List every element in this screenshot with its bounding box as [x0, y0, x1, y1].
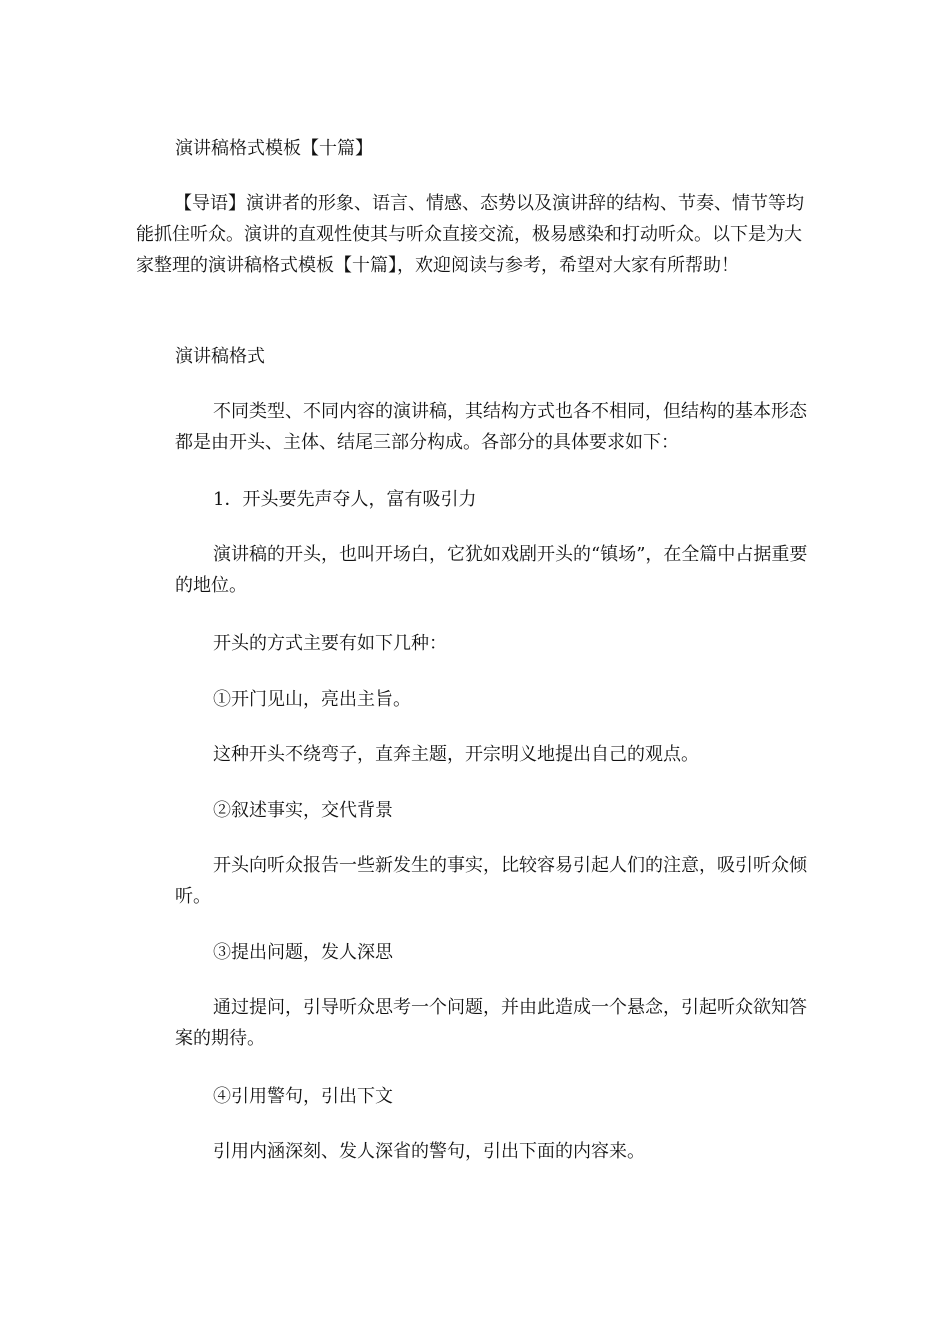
- paragraph-method-4-heading: ④引用警句，引出下文: [213, 1086, 393, 1107]
- paragraph-method-2-desc: 开头向听众报告一些新发生的事实，比较容易引起人们的注意，吸引听众倾听。: [175, 855, 807, 907]
- paragraph-method-4-desc: 引用内涵深刻、发人深省的警句，引出下面的内容来。: [213, 1141, 645, 1162]
- paragraph-method-2-heading: ②叙述事实，交代背景: [213, 800, 393, 821]
- section-heading: 演讲稿格式: [175, 346, 265, 367]
- paragraph-method-1-heading: ①开门见山，亮出主旨。: [213, 689, 411, 710]
- paragraph-method-3-desc: 通过提问，引导听众思考一个问题，并由此造成一个悬念，引起听众欲知答案的期待。: [175, 997, 807, 1049]
- paragraph-opening-desc: 演讲稿的开头，也叫开场白，它犹如戏剧开头的“镇场”，在全篇中占据重要的地位。: [175, 544, 808, 596]
- paragraph-structure: 不同类型、不同内容的演讲稿，其结构方式也各不相同，但结构的基本形态都是由开头、主体、结尾三部分构成。各部分的具体要求如下：: [175, 401, 807, 453]
- document-title: 演讲稿格式模板【十篇】: [175, 138, 373, 159]
- paragraph-method-3-heading: ③提出问题，发人深思: [213, 942, 393, 963]
- paragraph-method-1-desc: 这种开头不绕弯子，直奔主题，开宗明义地提出自己的观点。: [213, 744, 699, 765]
- paragraph-opening-methods: 开头的方式主要有如下几种：: [213, 633, 447, 654]
- paragraph-item-1-heading: 1．开头要先声夺人，富有吸引力: [213, 489, 477, 510]
- intro-paragraph: 【导语】演讲者的形象、语言、情感、态势以及演讲辞的结构、节奏、情节等均能抓住听众。演讲的直观性使其与听众直接交流，极易感染和打动听众。以下是为大家整理的演讲稿格式模板【十篇】，欢迎阅读与参考，希望对大家有所帮助！: [136, 193, 804, 276]
